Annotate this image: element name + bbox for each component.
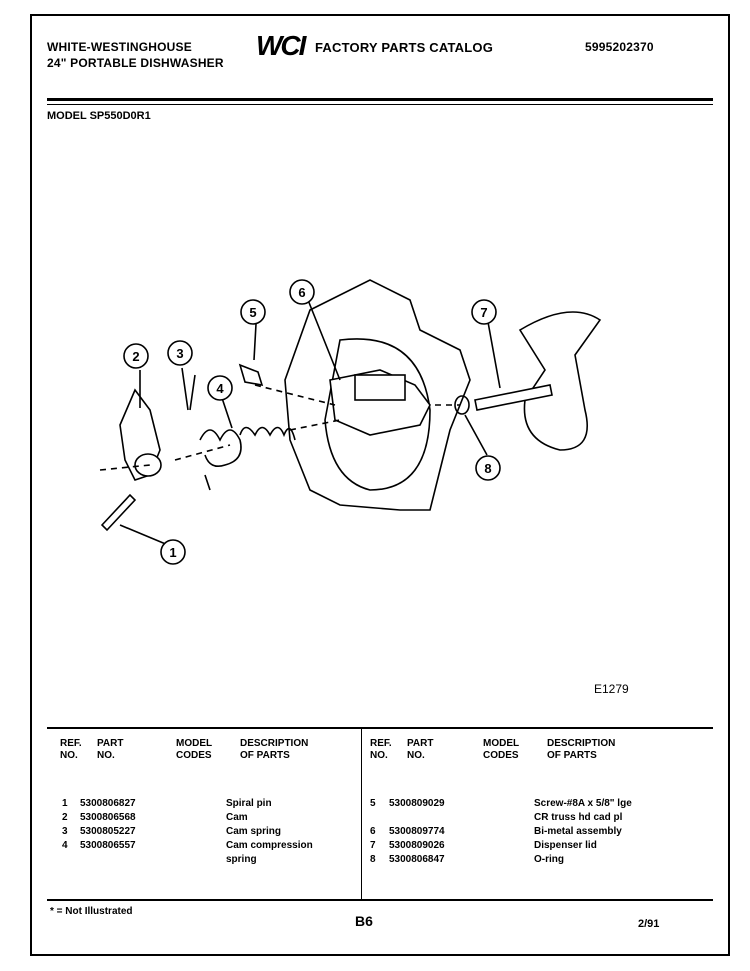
parts-row-part: 5300805227 [80,826,136,837]
callout-label-1: 1 [169,545,177,560]
callout-label-8: 8 [484,461,492,476]
parts-row-ref: 2 [62,812,68,823]
parts-row-ref: 7 [370,840,376,851]
parts-row-ref: 3 [62,826,68,837]
compression-spring [240,428,295,441]
callout-label-2: 2 [132,349,140,364]
product-name: 24" PORTABLE DISHWASHER [47,56,224,70]
leader-lines [120,300,500,545]
exploded-parts-diagram [40,260,720,590]
parts-row-desc: Bi-metal assembly [534,826,622,837]
parts-row-desc: Dispenser lid [534,840,597,851]
header-ref-left: REF. NO. [60,738,82,761]
parts-row-part: 5300809774 [389,826,445,837]
parts-row-desc: O-ring [534,854,564,865]
header-part-left: PART NO. [97,738,124,761]
header-rule-thin [47,104,713,105]
parts-row-part: 5300806557 [80,840,136,851]
diagram-code: E1279 [594,682,629,696]
parts-row-part: 5300809026 [389,840,445,851]
revision-date: 2/91 [638,918,660,930]
parts-row-part: 5300806568 [80,812,136,823]
callout-label-5: 5 [249,305,257,320]
bimetal-top [355,375,405,400]
header-desc-right: DESCRIPTION OF PARTS [547,738,616,761]
parts-row-desc: Cam spring [226,826,282,837]
callout-label-7: 7 [480,305,488,320]
header-rule-thick [47,98,713,101]
parts-row-desc: Cam [226,812,248,823]
parts-row-part: 5300806827 [80,798,136,809]
parts-row-part: 5300809029 [389,798,445,809]
table-divider [361,729,362,899]
header-model-left: MODEL CODES [176,738,213,761]
table-top-rule [47,727,713,729]
parts-row-desc: CR truss hd cad pl [534,812,623,823]
page-number: B6 [355,913,373,929]
brand-name: WHITE-WESTINGHOUSE [47,40,192,54]
table-bottom-rule [47,899,713,901]
screw [240,365,262,385]
parts-row-ref: 5 [370,798,376,809]
header-part-right: PART NO. [407,738,434,761]
parts-row-desc: Screw-#8A x 5/8" lge [534,798,632,809]
wci-logo: WCI [256,30,305,61]
header-model-right: MODEL CODES [483,738,520,761]
catalog-number: 5995202370 [585,40,654,54]
parts-row-desc: spring [226,854,257,865]
header-ref-right: REF. NO. [370,738,392,761]
model-number: MODEL SP550D0R1 [47,110,151,122]
spiral-pin [102,495,135,530]
callout-label-3: 3 [176,346,184,361]
parts-row-part: 5300806847 [389,854,445,865]
footnote: * = Not Illustrated [50,906,133,917]
parts-row-desc: Spiral pin [226,798,272,809]
parts-row-ref: 8 [370,854,376,865]
catalog-title: FACTORY PARTS CATALOG [315,40,494,55]
parts-row-ref: 6 [370,826,376,837]
callout-label-6: 6 [298,285,306,300]
cam-spring-arm [190,375,210,490]
dispenser-lid [520,312,600,450]
parts-row-desc: Cam compression [226,840,313,851]
parts-row-ref: 4 [62,840,68,851]
parts-row-ref: 1 [62,798,68,809]
header-desc-left: DESCRIPTION OF PARTS [240,738,309,761]
callout-label-4: 4 [216,381,224,396]
